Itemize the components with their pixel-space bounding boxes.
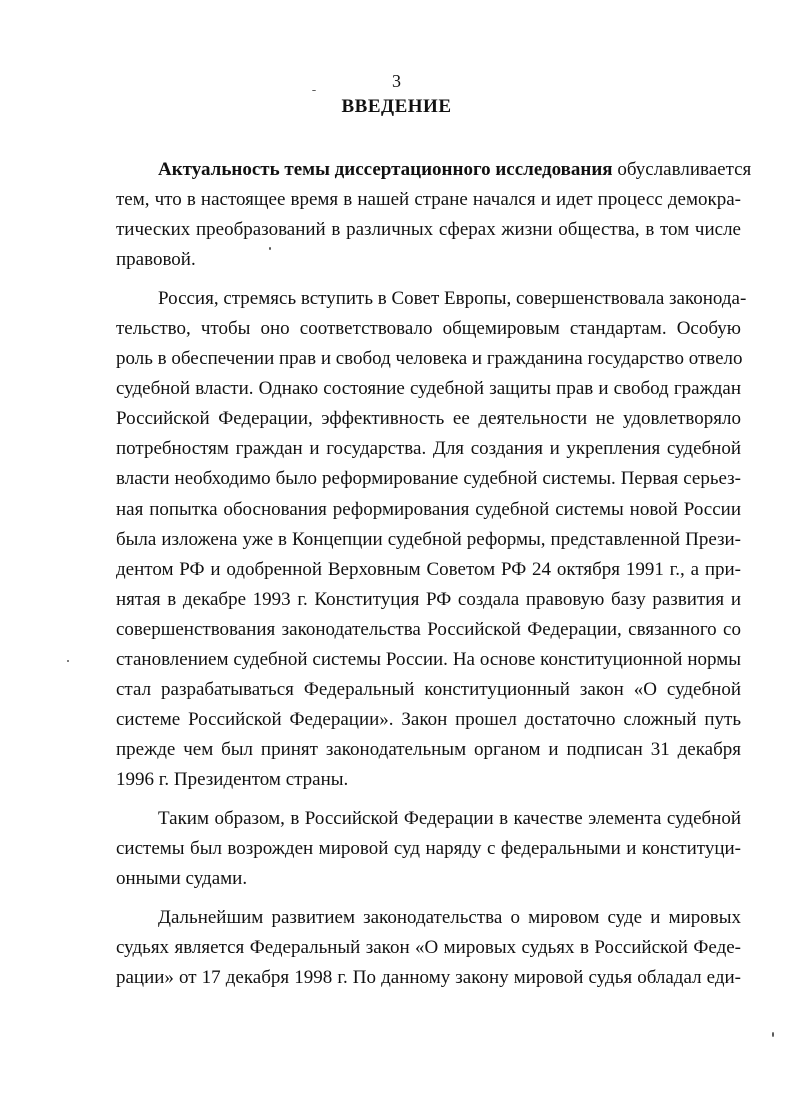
paragraph-2-line-13: становлением судебной системы России. На основе конституционной нормы [116, 648, 741, 670]
paragraph-1-line-1-rest: обуславливается [612, 159, 752, 180]
paragraph-2-line-3: роль в обеспечении прав и свобод человека и гражданина государство отвело [116, 348, 743, 370]
lead-bold-phrase: Актуальность темы диссертационного исследования [158, 159, 613, 180]
paragraph-1-line-2: тем, что в настоящее время в нашей стране начался и идет процесс демокра- [116, 189, 741, 211]
scan-speck [772, 1032, 774, 1037]
paragraph-2-line-16: прежде чем был принят законодательным органом и подписан 31 декабря [116, 738, 741, 760]
paragraph-4-line-3: рации» от 17 декабря 1998 г. По данному закону мировой судья обладал еди- [116, 967, 741, 989]
paragraph-2-line-17: 1996 г. Президентом страны. [116, 768, 349, 790]
paragraph-2-line-10: дентом РФ и одобренной Верховным Советом РФ 24 октября 1991 г., а при- [116, 558, 741, 580]
paragraph-2-line-15: системе Российской Федерации». Закон прошел достаточно сложный путь [116, 708, 741, 730]
section-heading: ВВЕДЕНИЕ [341, 96, 452, 117]
paragraph-2-line-2: тельство, чтобы оно соответствовало общемировым стандартам. Особую [116, 318, 741, 340]
scan-speck [269, 247, 271, 250]
paragraph-2-line-14: стал разрабатываться Федеральный конституционный закон «О судебной [116, 678, 741, 700]
paragraph-2-line-1: Россия, стремясь вступить в Совет Европы, совершенствовала законода- [158, 288, 747, 310]
paragraph-2-line-5: Российской Федерации, эффективность ее деятельности не удовлетворяло [116, 408, 741, 430]
paragraph-4-line-2: судьях является Федеральный закон «О мировых судьях в Российской Феде- [116, 937, 741, 959]
paragraph-2-line-12: совершенствования законодательства Российской Федерации, связанного со [116, 618, 741, 640]
paragraph-1-line-3: тических преобразований в различных сферах жизни общества, в том числе [116, 219, 741, 241]
scan-speck [312, 90, 316, 91]
paragraph-2-line-6: потребностям граждан и государства. Для создания и укрепления судебной [116, 438, 741, 460]
paragraph-1-line-1 [116, 158, 752, 188]
paragraph-2-line-7: власти необходимо было реформирование судебной системы. Первая серьез- [116, 468, 741, 490]
page-number: 3 [392, 71, 401, 91]
paragraph-3-line-2: системы был возрожден мировой суд наряду с федеральными и конституци- [116, 838, 741, 860]
body-text [116, 158, 752, 996]
paragraph-1-line-4: правовой. [116, 249, 196, 271]
paragraph-2-line-9: была изложена уже в Концепции судебной реформы, представленной Прези- [116, 528, 741, 550]
paragraph-3-line-1: Таким образом, в Российской Федерации в качестве элемента судебной [158, 807, 741, 829]
paragraph-4-line-1: Дальнейшим развитием законодательства о мировом суде и мировых [158, 907, 741, 929]
paragraph-2-line-8: ная попытка обоснования реформирования судебной системы новой России [116, 498, 741, 520]
paragraph-2-line-4: судебной власти. Однако состояние судебной защиты прав и свобод граждан [116, 378, 741, 400]
scan-speck [67, 660, 69, 662]
paragraph-2-line-11: нятая в декабре 1993 г. Конституция РФ создала правовую базу развития и [116, 588, 741, 610]
paragraph-3-line-3: онными судами. [116, 868, 248, 890]
